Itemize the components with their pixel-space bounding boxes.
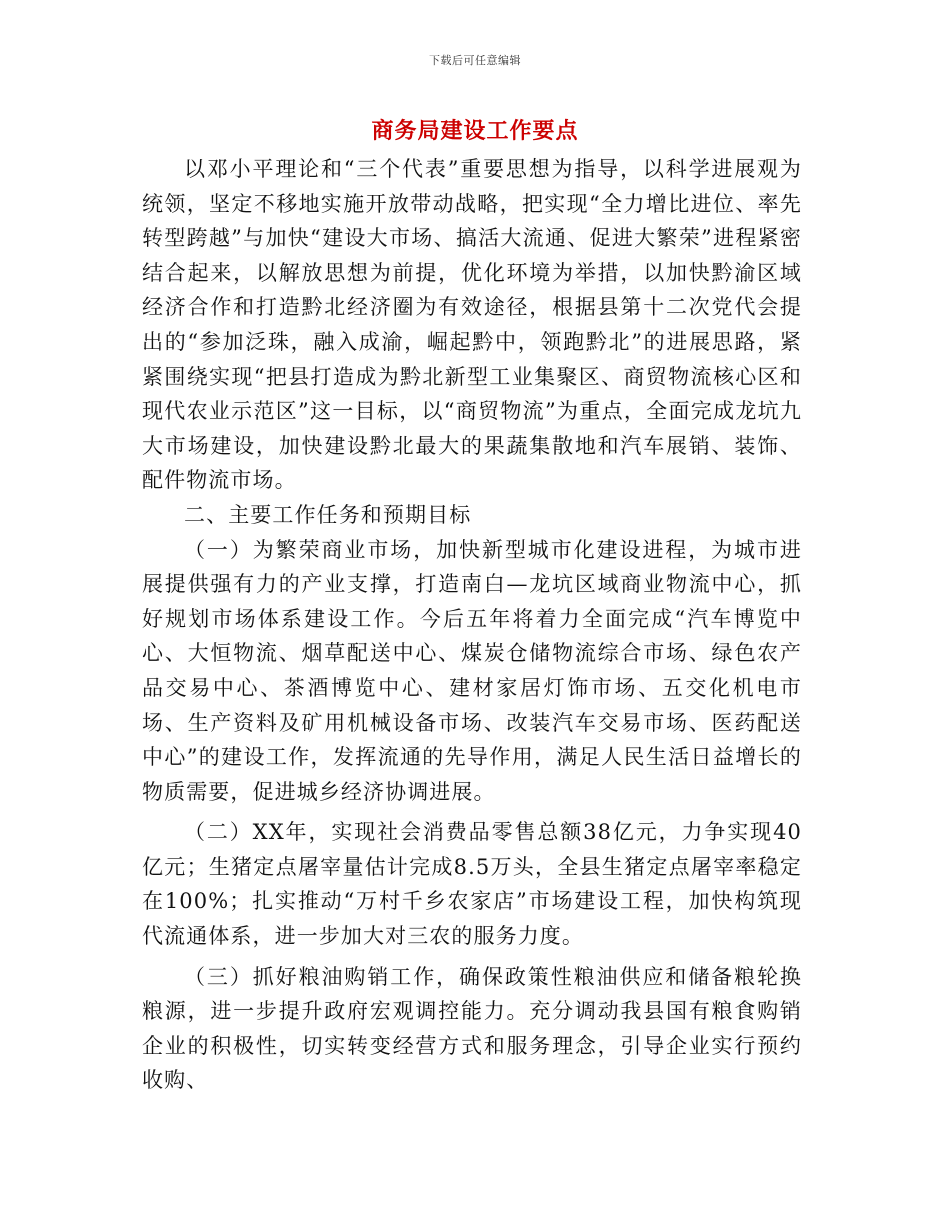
- section-heading: 二、主要工作任务和预期目标: [184, 502, 472, 527]
- document-title: 商务局建设工作要点: [371, 118, 579, 144]
- paragraph-item-1: （一）为繁荣商业市场，加快新型城市化建设进程，为城市进展提供强有力的产业支撑，打造南白—龙坑区域商业物流中心，抓好规划市场体系建设工作。今后五年将着力全面完成“汽车博览中心、大恒物流、烟草配送中心、煤炭仓储物流综合市场、绿色农产品交易中心、茶酒博览中心、建材家居灯饰市场、五交化机电市场、生产资料及矿用机械设备市场、改装汽车交易市场、医药配送中心”的建设工作，发挥流通的先导作用，满足人民生活日益增长的物质需要，促进城乡经济协调进展。: [142, 537, 802, 804]
- header-note: 下载后可任意编辑: [429, 54, 521, 67]
- paragraph-intro: 以邓小平理论和“三个代表”重要思想为指导，以科学进展观为统领，坚定不移地实施开放带动战略，把实现“全力增比进位、率先转型跨越”与加快“建设大市场、搞活大流通、促进大繁荣”进程紧密结合起来，以解放思想为前提，优化环境为举措，以加快黔渝区域经济合作和打造黔北经济圈为有效途径，根据县第十二次党代会提出的“参加泛珠，融入成渝，崛起黔中，领跑黔北”的进展思路，紧紧围绕实现“把县打造成为黔北新型工业集聚区、商贸物流核心区和现代农业示范区”这一目标，以“商贸物流”为重点，全面完成龙坑九大市场建设，加快建设黔北最大的果蔬集散地和汽车展销、装饰、配件物流市场。: [142, 157, 802, 493]
- document-body: [142, 152, 802, 1098]
- paragraph-item-2: （二）XX年，实现社会消费品零售总额38亿元，力争实现40亿元；生猪定点屠宰量估计完成8.5万头，全县生猪定点屠宰率稳定在100%；扎实推动“万村千乡农家店”市场建设工程，加快构筑现代流通体系，进一步加大对三农的服务力度。: [142, 820, 802, 949]
- paragraph-item-3: （三）抓好粮油购销工作，确保政策性粮油供应和储备粮轮换粮源，进一步提升政府宏观调控能力。充分调动我县国有粮食购销企业的积极性，切实转变经营方式和服务理念，引导企业实行预约收购、: [142, 964, 802, 1093]
